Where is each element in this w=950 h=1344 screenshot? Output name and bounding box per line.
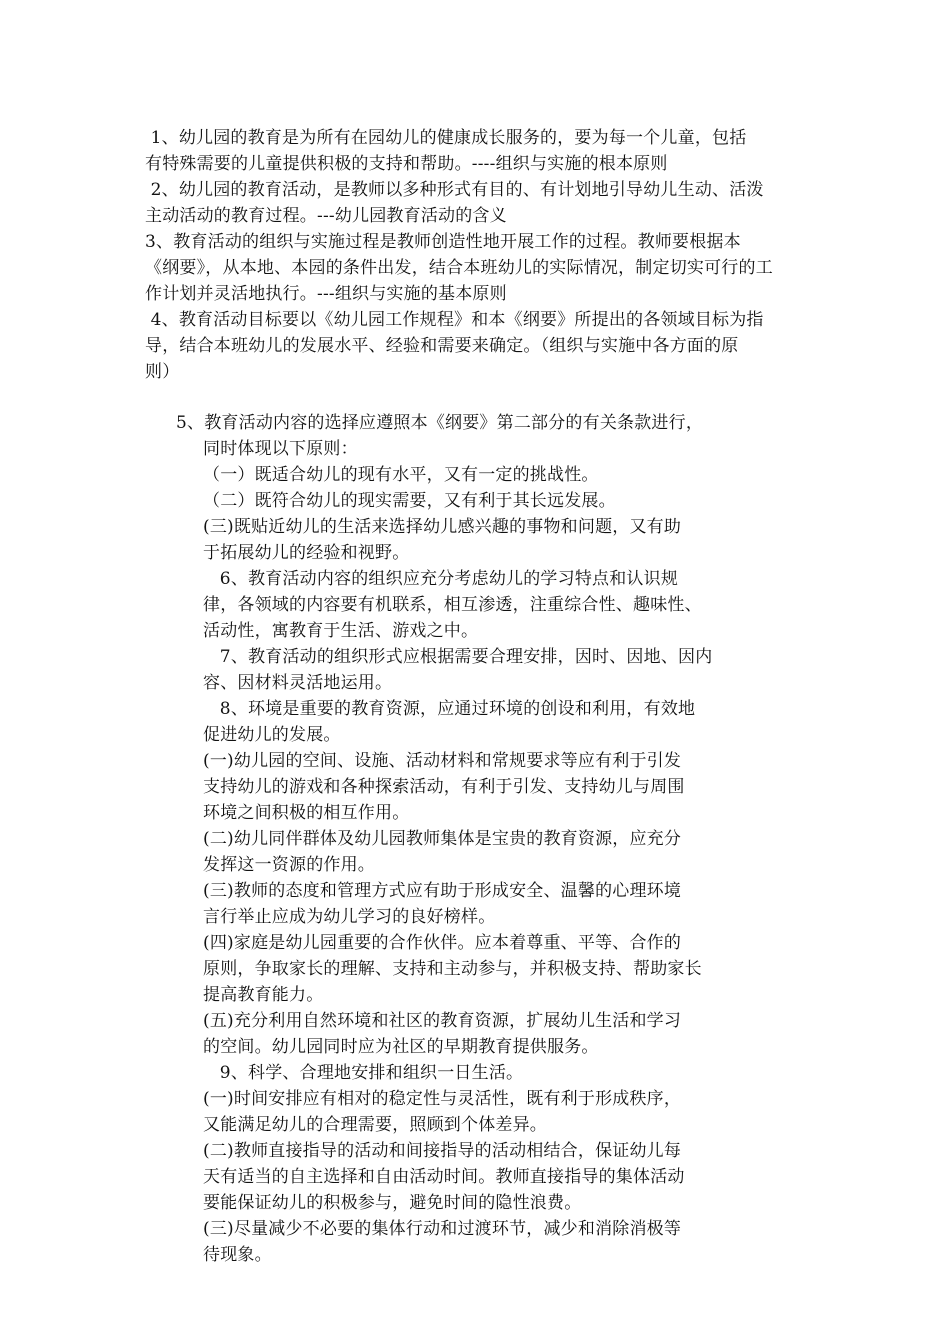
text-line: 的空间。幼儿园同时应为社区的早期教育提供服务。 — [203, 1037, 599, 1057]
text-line: (一)幼儿园的空间、设施、活动材料和常规要求等应有利于引发 — [203, 751, 682, 771]
text-line: （二）既符合幼儿的现实需要，又有利于其长远发展。 — [203, 491, 616, 511]
text-line: (一)时间安排应有相对的稳定性与灵活性，既有利于形成秩序， — [203, 1089, 682, 1109]
text-line: 律，各领域的内容要有机联系，相互渗透，注重综合性、趣味性、 — [203, 595, 702, 615]
text-line: 有特殊需要的儿童提供积极的支持和帮助。----组织与实施的根本原则 — [145, 154, 668, 174]
text-line: (二)幼儿同伴群体及幼儿园教师集体是宝贵的教育资源，应充分 — [203, 829, 682, 849]
text-line: 9、科学、合理地安排和组织一日生活。 — [203, 1063, 524, 1083]
text-line: 导，结合本班幼儿的发展水平、经验和需要来确定。（组织与实施中各方面的原 — [145, 336, 739, 356]
text-line: 又能满足幼儿的合理需要，照顾到个体差异。 — [203, 1115, 547, 1135]
text-line: 主动活动的教育过程。---幼儿园教育活动的含义 — [145, 206, 507, 226]
text-line: 支持幼儿的游戏和各种探索活动，有利于引发、支持幼儿与周围 — [203, 777, 685, 797]
text-line: 7、教育活动的组织形式应根据需要合理安排，因时、因地、因内 — [203, 647, 713, 667]
text-line: 原则，争取家长的理解、支持和主动参与，并积极支持、帮助家长 — [203, 959, 702, 979]
text-line: 2、幼儿园的教育活动，是教师以多种形式有目的、有计划地引导幼儿生动、活泼 — [145, 180, 764, 200]
text-line: (五)充分利用自然环境和社区的教育资源，扩展幼儿生活和学习 — [203, 1011, 682, 1031]
text-line: 于拓展幼儿的经验和视野。 — [203, 543, 410, 563]
text-line: (三)尽量减少不必要的集体行动和过渡环节，减少和消除消极等 — [203, 1219, 682, 1239]
text-line: 活动性，寓教育于生活、游戏之中。 — [203, 621, 479, 641]
text-line: 6、教育活动内容的组织应充分考虑幼儿的学习特点和认识规 — [203, 569, 679, 589]
text-line: 3、教育活动的组织与实施过程是教师创造性地开展工作的过程。教师要根据本 — [145, 232, 741, 252]
text-line: (二)教师直接指导的活动和间接指导的活动相结合，保证幼儿每 — [203, 1141, 682, 1161]
text-line: 4、教育活动目标要以《幼儿园工作规程》和本《纲要》所提出的各领域目标为指 — [145, 310, 764, 330]
text-line: 1、幼儿园的教育是为所有在园幼儿的健康成长服务的，要为每一个儿童，包括 — [145, 128, 747, 148]
text-line: 则） — [145, 362, 180, 382]
text-line: 《纲要》，从本地、本园的条件出发，结合本班幼儿的实际情况，制定切实可行的工 — [145, 258, 773, 278]
text-line: 5、教育活动内容的选择应遵照本《纲要》第二部分的有关条款进行， — [176, 413, 704, 433]
text-line: (四)家庭是幼儿园重要的合作伙伴。应本着尊重、平等、合作的 — [203, 933, 682, 953]
text-line: 提高教育能力。 — [203, 985, 324, 1005]
text-line: 作计划并灵活地执行。---组织与实施的基本原则 — [145, 284, 507, 304]
text-line: (三)既贴近幼儿的生活来选择幼儿感兴趣的事物和问题，又有助 — [203, 517, 682, 537]
text-line: （一）既适合幼儿的现有水平，又有一定的挑战性。 — [203, 465, 599, 485]
text-line: 8、环境是重要的教育资源，应通过环境的创设和利用，有效地 — [203, 699, 696, 719]
text-line: 要能保证幼儿的积极参与，避免时间的隐性浪费。 — [203, 1193, 582, 1213]
text-line: (三)教师的态度和管理方式应有助于形成安全、温馨的心理环境 — [203, 881, 682, 901]
text-line: 天有适当的自主选择和自由活动时间。教师直接指导的集体活动 — [203, 1167, 685, 1187]
text-line: 促进幼儿的发展。 — [203, 725, 341, 745]
text-line: 同时体现以下原则： — [203, 439, 358, 459]
text-line: 发挥这一资源的作用。 — [203, 855, 375, 875]
text-line: 环境之间积极的相互作用。 — [203, 803, 410, 823]
text-line: 容、因材料灵活地运用。 — [203, 673, 393, 693]
text-line: 言行举止应成为幼儿学习的良好榜样。 — [203, 907, 496, 927]
text-line: 待现象。 — [203, 1245, 272, 1265]
